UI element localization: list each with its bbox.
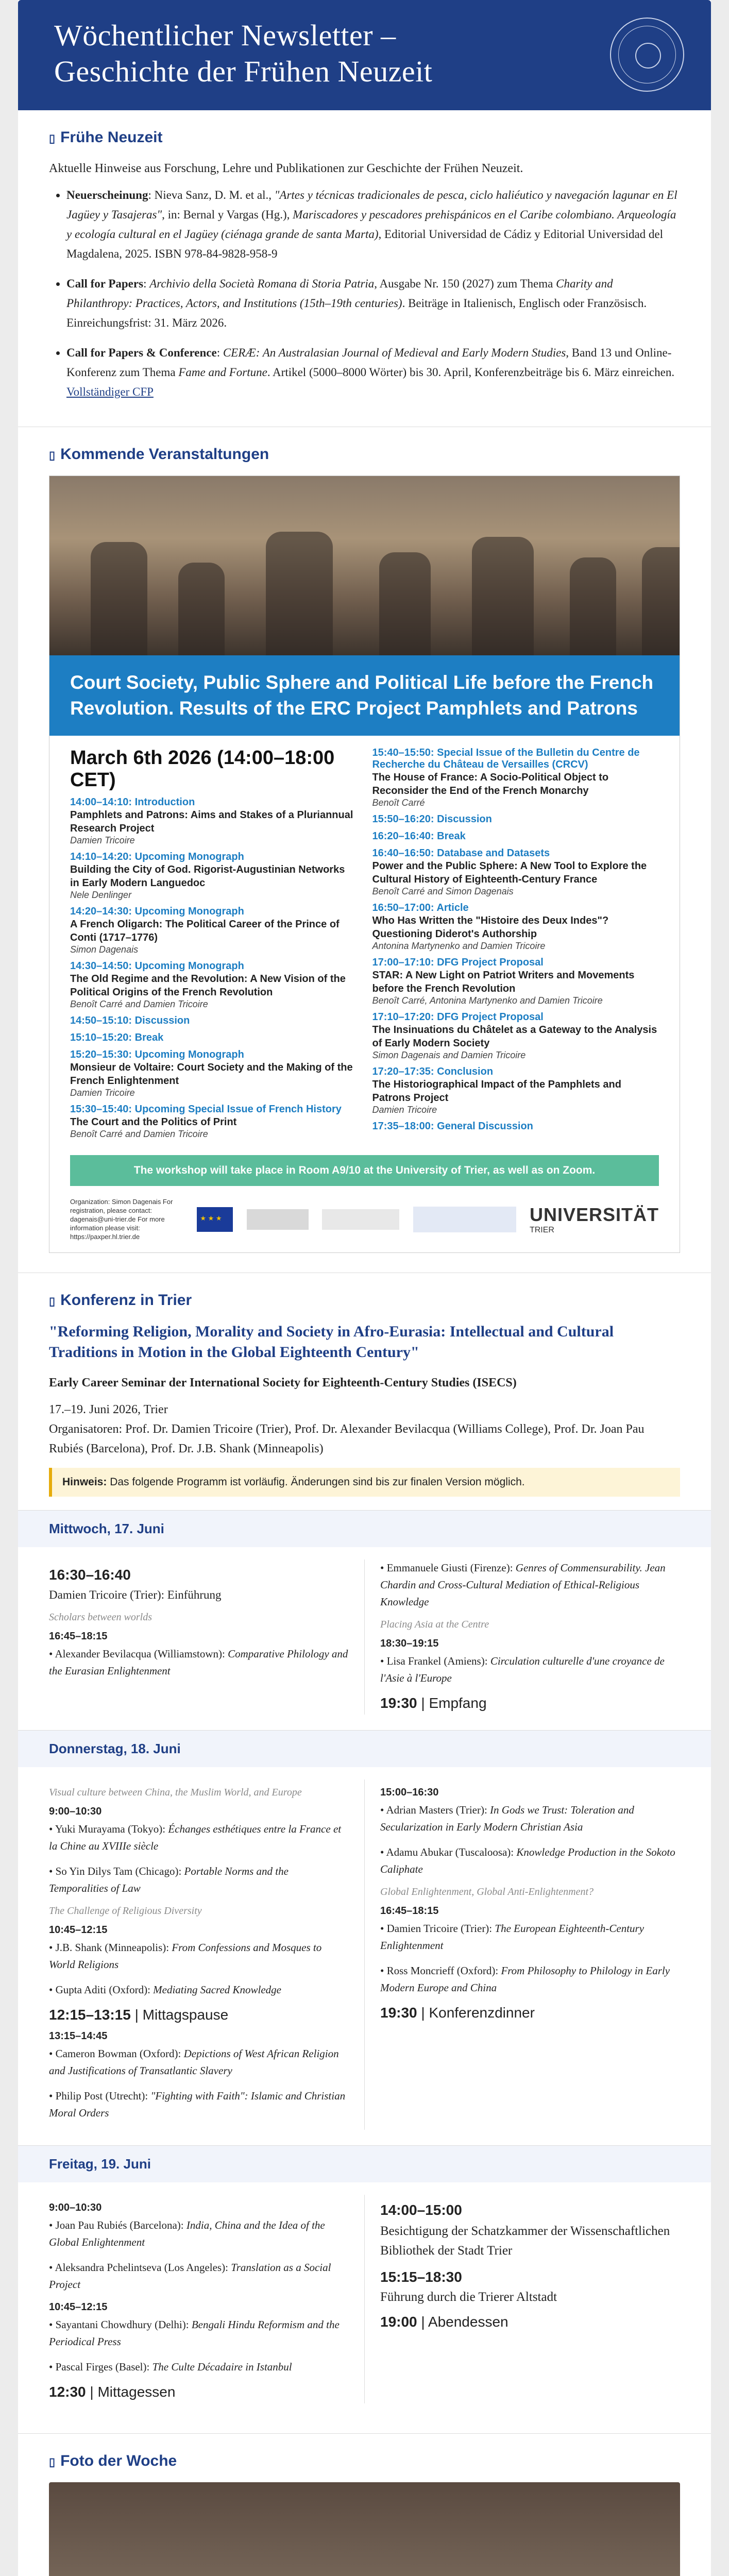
session-time: 15:20–15:30: Upcoming Monograph bbox=[70, 1049, 244, 1060]
session-time: 17:00–17:10: DFG Project Proposal bbox=[372, 957, 544, 968]
section-fruehe-neuzeit bbox=[18, 110, 711, 427]
cfp-link[interactable]: Vollständiger CFP bbox=[66, 385, 154, 398]
session-time: 14:30–14:50: Upcoming Monograph bbox=[70, 960, 244, 972]
session-authors: Benoît Carré, Antonina Martynenko and Damien Tricoire bbox=[372, 995, 603, 1006]
session-authors: Benoît Carré and Damien Tricoire bbox=[70, 1129, 208, 1139]
list-item: • Call for Papers & Conference: CERÆ: An Australasian Journal of Medieval and Early Modern Studies, Band 13 und Online-Konferenz zum Thema Fame and Fortune. Artikel (5000–8000 Wörter) bis 30. April, Konferenzbeiträge bis 6. März einreichen. Vollständiger CFP bbox=[66, 343, 680, 402]
program-column-right bbox=[357, 747, 659, 1145]
day-title: Freitag, 19. Juni bbox=[18, 2146, 711, 2182]
university-seal-icon bbox=[610, 18, 684, 92]
section-heading: ▯ Kommende Veranstaltungen bbox=[49, 446, 269, 463]
program-session bbox=[70, 796, 357, 846]
session-title: The Old Regime and the Revolution: A New Vision of the Political Origins of the French Revolution bbox=[70, 973, 346, 998]
eu-flag-icon bbox=[197, 1207, 233, 1232]
session-time: 17:10–17:20: DFG Project Proposal bbox=[372, 1011, 544, 1023]
session-time: 15:30–15:40: Upcoming Special Issue of French History bbox=[70, 1104, 342, 1115]
title-line-2: Geschichte der Frühen Neuzeit bbox=[54, 55, 433, 88]
program-session bbox=[70, 1015, 357, 1027]
section-photo bbox=[18, 2433, 711, 2576]
session-authors: Simon Dagenais and Damien Tricoire bbox=[372, 1050, 526, 1060]
section-events bbox=[18, 427, 711, 1273]
program-session bbox=[70, 851, 357, 901]
organization-info: Organization: Simon Dagenais For registration, please contact: dagenais@uni-trier.de For more information please visit: https://paxper.hl.trier.de bbox=[70, 1198, 173, 1241]
section-conference bbox=[18, 1273, 711, 2433]
program-column-left bbox=[70, 747, 357, 1145]
session-time: 17:35–18:00: General Discussion bbox=[372, 1121, 533, 1132]
conference-title: "Reforming Religion, Morality and Society in Afro-Eurasia: Intellectual and Cultural Traditions in Motion in the Global Eighteenth Century" bbox=[49, 1323, 614, 1361]
session-title: The Historiographical Impact of the Pamphlets and Patrons Project bbox=[372, 1079, 621, 1104]
list-item: • Neuerscheinung: Nieva Sanz, D. M. et al., "Artes y técnicas tradicionales de pesca, ciclo haliéutico y navegación lagunar en El Jagüey y Tasajeras", in: Bernal y Vargas (Hg.), Mariscadores y pescadores prehispánicos en el Caribe colombiano. Arqueología y ecología cultural en el Jagüey (ciénaga grande de santa Marta), Editorial Universidad de Cádiz y Editorial Universidad del Magdalena, 2025. ISBN 978-84-9828-958-9 bbox=[66, 185, 680, 264]
day-thursday: Donnerstag, 18. Juni Visual culture between China, the Muslim World, and Europe 9:00–10:30 • Yuki Murayama (Tokyo): Échanges esthétiques entre la France et la Chine au XVIIIe siècle • So Yin Dilys Tam (Chicago): Portable Norms and the Temporalities of Law The Challenge of Religious Diversity 10:45–12:15 • J.B. Shank (Minneapolis): From Confessions and Mosques to World Religions • Gupta Aditi (Oxford): Mediating Sacred Knowledge 12:15–13:15 | Mittagspause 13:15–14:45 • Cameron Bowman (Oxford): Depictions of West African Religion and Justifications of Transatlantic Slavery • Philip Post (Utrecht): "Fighting with Faith": Islamic and Christian Moral Orders 15:00–16:30 • Adrian Masters (Trier): In Gods we Trust: Toleration and Secularization in Early Modern Christian Asia • Adamu Abukar (Tuscaloosa): Knowledge Production in the Sokoto Caliphate Global Enlightenment, Global Anti-Enlightenment? 16:45–18:15 • Damien Tricoire (Trier): The European Eighteenth-Century Enlightenment • Ross Moncrieff (Oxford): From Philosophy to Philology in Early Modern Europe and China 19:30 | Konferenzdinner bbox=[18, 1730, 711, 2145]
session-time: 15:10–15:20: Break bbox=[70, 1032, 164, 1043]
program-session bbox=[372, 848, 659, 897]
session-time: 14:00–14:10: Introduction bbox=[70, 796, 195, 808]
intro-text: Aktuelle Hinweise aus Forschung, Lehre und Publikationen zur Geschichte der Frühen Neuzeit. bbox=[49, 162, 523, 175]
session-time: 17:20–17:35: Conclusion bbox=[372, 1066, 494, 1077]
partner-logo bbox=[247, 1209, 309, 1230]
session-title: The Insinuations du Châtelet as a Gateway to the Analysis of Early Modern Society bbox=[372, 1024, 657, 1049]
conference-subtitle: Early Career Seminar der International Society for Eighteenth-Century Studies (ISECS) bbox=[49, 1376, 517, 1389]
calendar-icon: ▯ bbox=[49, 449, 56, 462]
newsletter-title bbox=[54, 18, 675, 90]
day-wednesday: Mittwoch, 17. Juni 16:30–16:40 Damien Tricoire (Trier): Einführung Scholars between worlds 16:45–18:15 • Alexander Bevilacqua (Williamstown): Comparative Philology and the Eurasian Enlightenment • Emmanuele Giusti (Firenze): Genres of Commensurability. Jean Chardin and Cross-Cultural Mediation of Ethical-Religious Knowledge Placing Asia at the Centre 18:30–19:15 • Lisa Frankel (Amiens): Circulation culturelle d'une croyance de l'Asie à l'Europe 19:30 | Empfang bbox=[18, 1510, 711, 1730]
session-authors: Benoît Carré bbox=[372, 798, 425, 808]
session-title: Pamphlets and Patrons: Aims and Stakes of a Pluriannual Research Project bbox=[70, 809, 353, 834]
group-photo bbox=[49, 2482, 680, 2576]
calendar-icon: ▯ bbox=[49, 1295, 56, 1308]
venue-bar: The workshop will take place in Room A9/10 at the University of Trier, as well as on Zoom. bbox=[70, 1155, 659, 1186]
program-session bbox=[372, 902, 659, 952]
session-title: Monsieur de Voltaire: Court Society and the Making of the French Enlightenment bbox=[70, 1062, 353, 1087]
day-friday: Freitag, 19. Juni 9:00–10:30 • Joan Pau Rubiés (Barcelona): India, China and the Idea of the Global Enlightenment • Aleksandra Pchelintseva (Los Angeles): Translation as a Social Project 10:45–12:15 • Sayantani Chowdhury (Delhi): Bengali Hindu Reformism and the Periodical Press • Pascal Firges (Basel): The Culte Décadaire in Istanbul 12:30 | Mittagessen 14:00–15:00 Besichtigung der Schatzkammer der Wissenschaftlichen Bibliothek der Stadt Trier 15:15–18:30 Führung durch die Trierer Altstadt 19:00 | Abendessen bbox=[18, 2145, 711, 2419]
session-authors: Benoît Carré and Simon Dagenais bbox=[372, 886, 514, 896]
event-poster bbox=[49, 476, 680, 1253]
program-session bbox=[70, 1032, 357, 1044]
program-session bbox=[372, 831, 659, 842]
session-authors: Simon Dagenais bbox=[70, 944, 139, 955]
session-authors: Nele Denlinger bbox=[70, 890, 132, 900]
title-line-1: Wöchentlicher Newsletter – bbox=[54, 19, 396, 52]
session-title: Building the City of God. Rigorist-Augustinian Networks in Early Modern Languedoc bbox=[70, 864, 345, 889]
session-time: 16:40–16:50: Database and Datasets bbox=[372, 848, 550, 859]
program-session bbox=[372, 1121, 659, 1132]
news-list bbox=[49, 185, 680, 402]
conference-organizers: Organisatoren: Prof. Dr. Damien Tricoire (Trier), Prof. Dr. Alexander Bevilacqua (Williams College), Prof. Dr. Joan Pau Rubiés (Barcelona), Prof. Dr. J.B. Shank (Minneapolis) bbox=[49, 1422, 645, 1455]
session-time: 16:20–16:40: Break bbox=[372, 831, 466, 842]
program-session bbox=[372, 814, 659, 825]
session-authors: Damien Tricoire bbox=[70, 1088, 135, 1098]
session-title: The House of France: A Socio-Political Object to Reconsider the End of the French Monarchy bbox=[372, 772, 609, 796]
session-title: STAR: A New Light on Patriot Writers and Movements before the French Revolution bbox=[372, 970, 635, 994]
section-heading: ▯ Konferenz in Trier bbox=[49, 1292, 192, 1309]
calendar-icon: ▯ bbox=[49, 132, 56, 145]
notice-box: Hinweis: Das folgende Programm ist vorläufig. Änderungen sind bis zur finalen Version möglich. bbox=[49, 1468, 680, 1497]
program-session bbox=[70, 906, 357, 955]
conference-dates: 17.–19. Juni 2026, Trier bbox=[49, 1403, 168, 1416]
poster-painting bbox=[49, 476, 680, 655]
session-time: 15:40–15:50: Special Issue of the Bulletin du Centre de Recherche du Château de Versailles (CRCV) bbox=[372, 747, 640, 770]
poster-logos bbox=[49, 1186, 680, 1252]
session-title: Power and the Public Sphere: A New Tool to Explore the Cultural History of Eighteenth-Century France bbox=[372, 860, 647, 885]
session-authors: Antonina Martynenko and Damien Tricoire bbox=[372, 941, 546, 951]
program-session bbox=[372, 1066, 659, 1115]
program-session bbox=[70, 1104, 357, 1140]
header bbox=[18, 0, 711, 110]
poster-banner: Court Society, Public Sphere and Political Life before the French Revolution. Results of the ERC Project Pamphlets and Patrons bbox=[49, 655, 680, 736]
event-date: March 6th 2026 (14:00–18:00 CET) bbox=[70, 747, 335, 791]
session-time: 15:50–16:20: Discussion bbox=[372, 814, 492, 825]
pamphlets-patrons-logo bbox=[322, 1209, 399, 1230]
session-authors: Damien Tricoire bbox=[372, 1105, 437, 1115]
day-title: Mittwoch, 17. Juni bbox=[18, 1511, 711, 1547]
program-session bbox=[372, 1011, 659, 1061]
newsletter bbox=[18, 0, 711, 2576]
europe-competence-logo bbox=[413, 1207, 516, 1232]
university-trier-logo: UNIVERSITÄT TRIER bbox=[529, 1204, 659, 1234]
session-title: The Court and the Politics of Print bbox=[70, 1116, 237, 1128]
session-title: Who Has Written the "Histoire des Deux Indes"? Questioning Diderot's Authorship bbox=[372, 915, 609, 940]
program-session bbox=[372, 957, 659, 1006]
program-session bbox=[70, 1049, 357, 1098]
camera-icon: ▯ bbox=[49, 2455, 56, 2468]
session-authors: Benoît Carré and Damien Tricoire bbox=[70, 999, 208, 1009]
session-time: 16:50–17:00: Article bbox=[372, 902, 469, 913]
program-session bbox=[70, 960, 357, 1010]
section-heading: ▯ Frühe Neuzeit bbox=[49, 129, 163, 146]
program-session bbox=[372, 747, 659, 808]
list-item: • Call for Papers: Archivio della Società Romana di Storia Patria, Ausgabe Nr. 150 (2027) zum Thema Charity and Philanthropy: Practices, Actors, and Institutions (15th–19th centuries). Beiträge in Italienisch, Englisch oder Französisch. Einreichungsfrist: 31. März 2026. bbox=[66, 274, 680, 333]
session-title: A French Oligarch: The Political Career of the Prince of Conti (1717–1776) bbox=[70, 919, 340, 943]
day-title: Donnerstag, 18. Juni bbox=[18, 1731, 711, 1767]
poster-program bbox=[49, 736, 680, 1155]
session-time: 14:50–15:10: Discussion bbox=[70, 1015, 190, 1026]
session-time: 14:10–14:20: Upcoming Monograph bbox=[70, 851, 244, 862]
session-time: 14:20–14:30: Upcoming Monograph bbox=[70, 906, 244, 917]
section-heading: ▯ Foto der Woche bbox=[49, 2452, 177, 2469]
session-authors: Damien Tricoire bbox=[70, 835, 135, 845]
